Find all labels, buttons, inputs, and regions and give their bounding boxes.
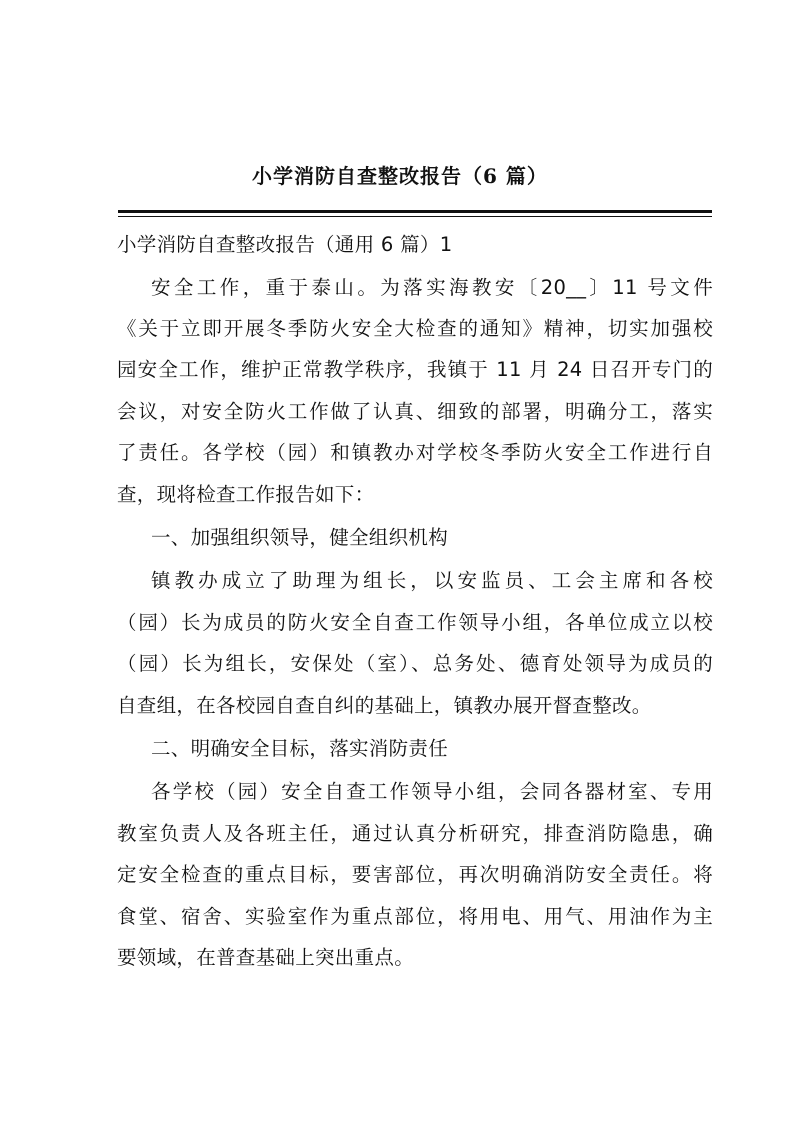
paragraph-line: 教室负责人及各班主任，通过认真分析研究，排查消防隐患，确 xyxy=(117,822,713,845)
paragraph-line: 安全工作，重于泰山。为落实海教安〔20__〕11 号文件 xyxy=(151,276,713,299)
paragraph-line: 查，现将检查工作报告如下： xyxy=(117,483,375,506)
paragraph-line: 自查组，在各校园自查自纠的基础上，镇教办展开督查整改。 xyxy=(117,694,652,717)
paragraph-line: 食堂、宿舍、实验室作为重点部位，将用电、用气、用油作为主 xyxy=(117,905,713,928)
section-heading: 小学消防自查整改报告（通用 6 篇）1 xyxy=(117,233,453,256)
subsection-heading: 一、加强组织领导，健全组织机构 xyxy=(151,526,449,549)
document-title: 小学消防自查整改报告（6 篇） xyxy=(252,164,548,188)
title-divider-thick xyxy=(118,210,712,213)
paragraph-line: 《关于立即开展冬季防火安全大检查的通知》精神，切实加强校 xyxy=(117,317,713,340)
subsection-heading: 二、明确安全目标，落实消防责任 xyxy=(151,737,449,760)
paragraph-line: 园安全工作，维护正常教学秩序，我镇于 11 月 24 日召开专门的 xyxy=(117,358,713,381)
paragraph-line: 镇教办成立了助理为组长，以安监员、工会主席和各校 xyxy=(151,569,713,592)
paragraph-line: 要领域，在普查基础上突出重点。 xyxy=(117,946,415,969)
title-divider-thin xyxy=(118,216,712,217)
paragraph-line: 定安全检查的重点目标，要害部位，再次明确消防安全责任。将 xyxy=(117,863,713,886)
paragraph-line: 会议，对安全防火工作做了认真、细致的部署，明确分工，落实 xyxy=(117,400,713,423)
paragraph-line: （园）长为成员的防火安全自查工作领导小组，各单位成立以校 xyxy=(117,611,713,634)
paragraph-line: （园）长为组长，安保处（室）、总务处、德育处领导为成员的 xyxy=(117,652,713,675)
paragraph-line: 各学校（园）安全自查工作领导小组，会同各器材室、专用 xyxy=(151,780,713,803)
paragraph-line: 了责任。各学校（园）和镇教办对学校冬季防火安全工作进行自 xyxy=(117,441,713,464)
